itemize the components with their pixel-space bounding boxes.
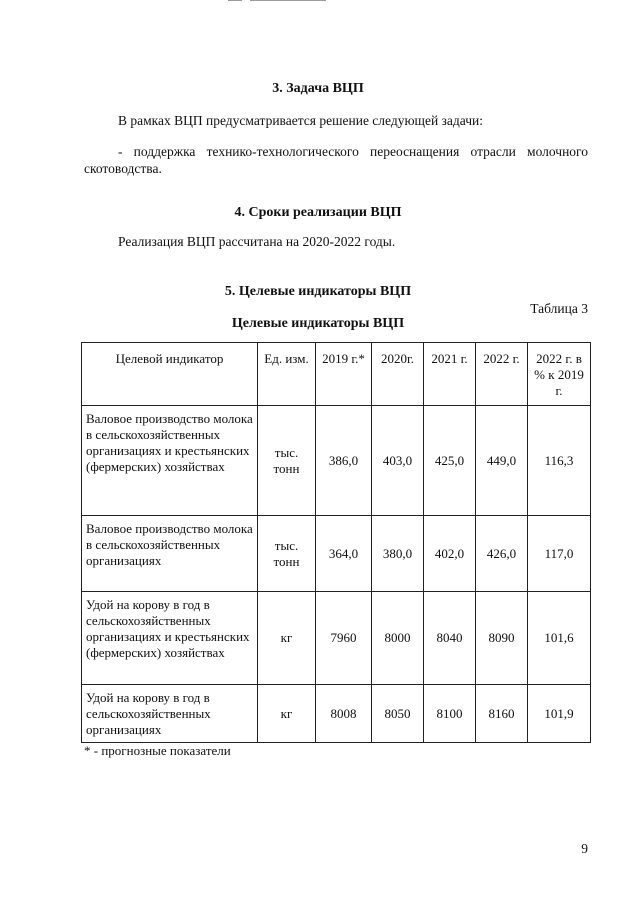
value-2019: 364,0 — [316, 516, 372, 592]
value-percent: 101,6 — [528, 592, 591, 685]
value-2019: 8008 — [316, 685, 372, 743]
header-2020: 2020г. — [372, 343, 424, 406]
value-2020: 8050 — [372, 685, 424, 743]
indicators-table — [81, 342, 591, 743]
header-indicator: Целевой индикатор — [82, 343, 258, 406]
section-5-title: 5. Целевые индикаторы ВЦП — [224, 284, 412, 299]
section-4-title: 4. Сроки реализации ВЦП — [234, 205, 402, 220]
value-2022: 426,0 — [476, 516, 528, 592]
section-3-title: 3. Задача ВЦП — [272, 81, 364, 96]
header-2022: 2022 г. — [476, 343, 528, 406]
value-2020: 403,0 — [372, 406, 424, 516]
value-2022: 449,0 — [476, 406, 528, 516]
value-2019: 7960 — [316, 592, 372, 685]
value-2021: 425,0 — [424, 406, 476, 516]
value-percent: 117,0 — [528, 516, 591, 592]
header-unit: Ед. изм. — [258, 343, 316, 406]
indicator-unit: кг — [258, 592, 316, 685]
indicator-name: Удой на корову в год в сельскохозяйственных организациях — [82, 685, 258, 743]
table-title: Целевые индикаторы ВЦП — [231, 316, 405, 331]
page-number: 9 — [581, 841, 588, 856]
header-2021: 2021 г. — [424, 343, 476, 406]
indicator-name: Удой на корову в год в сельскохозяйственных организациях и крестьянских (фермерских) хозяйствах — [82, 592, 258, 685]
value-percent: 116,3 — [528, 406, 591, 516]
value-2021: 8040 — [424, 592, 476, 685]
indicator-unit: кг — [258, 685, 316, 743]
header-percent: 2022 г. в % к 2019 г. — [528, 343, 591, 406]
table-number: Таблица 3 — [530, 301, 588, 316]
table-row — [82, 685, 591, 743]
section-3-task-item: - поддержка технико-технологического переоснащения отрасли молочного скотоводства. — [84, 144, 588, 176]
scan-artifact-line — [228, 0, 242, 1]
value-2020: 8000 — [372, 592, 424, 685]
value-2022: 8160 — [476, 685, 528, 743]
table-row — [82, 406, 591, 516]
value-2022: 8090 — [476, 592, 528, 685]
table-footnote: * - прогнозные показатели — [84, 743, 231, 758]
section-3-intro: В рамках ВЦП предусматривается решение следующей задачи: — [118, 113, 483, 128]
indicator-unit: тыс. тонн — [258, 406, 316, 516]
table-row — [82, 592, 591, 685]
section-4-text: Реализация ВЦП рассчитана на 2020-2022 годы. — [118, 234, 396, 249]
indicator-unit: тыс. тонн — [258, 516, 316, 592]
value-percent: 101,9 — [528, 685, 591, 743]
header-2019: 2019 г.* — [316, 343, 372, 406]
value-2021: 402,0 — [424, 516, 476, 592]
table-row — [82, 516, 591, 592]
table-header-row — [82, 343, 591, 406]
indicator-name: Валовое производство молока в сельскохозяйственных организациях и крестьянских (фермерских) хозяйствах — [82, 406, 258, 516]
value-2020: 380,0 — [372, 516, 424, 592]
scan-artifact-line — [250, 0, 326, 1]
indicator-name: Валовое производство молока в сельскохозяйственных организациях — [82, 516, 258, 592]
value-2019: 386,0 — [316, 406, 372, 516]
value-2021: 8100 — [424, 685, 476, 743]
